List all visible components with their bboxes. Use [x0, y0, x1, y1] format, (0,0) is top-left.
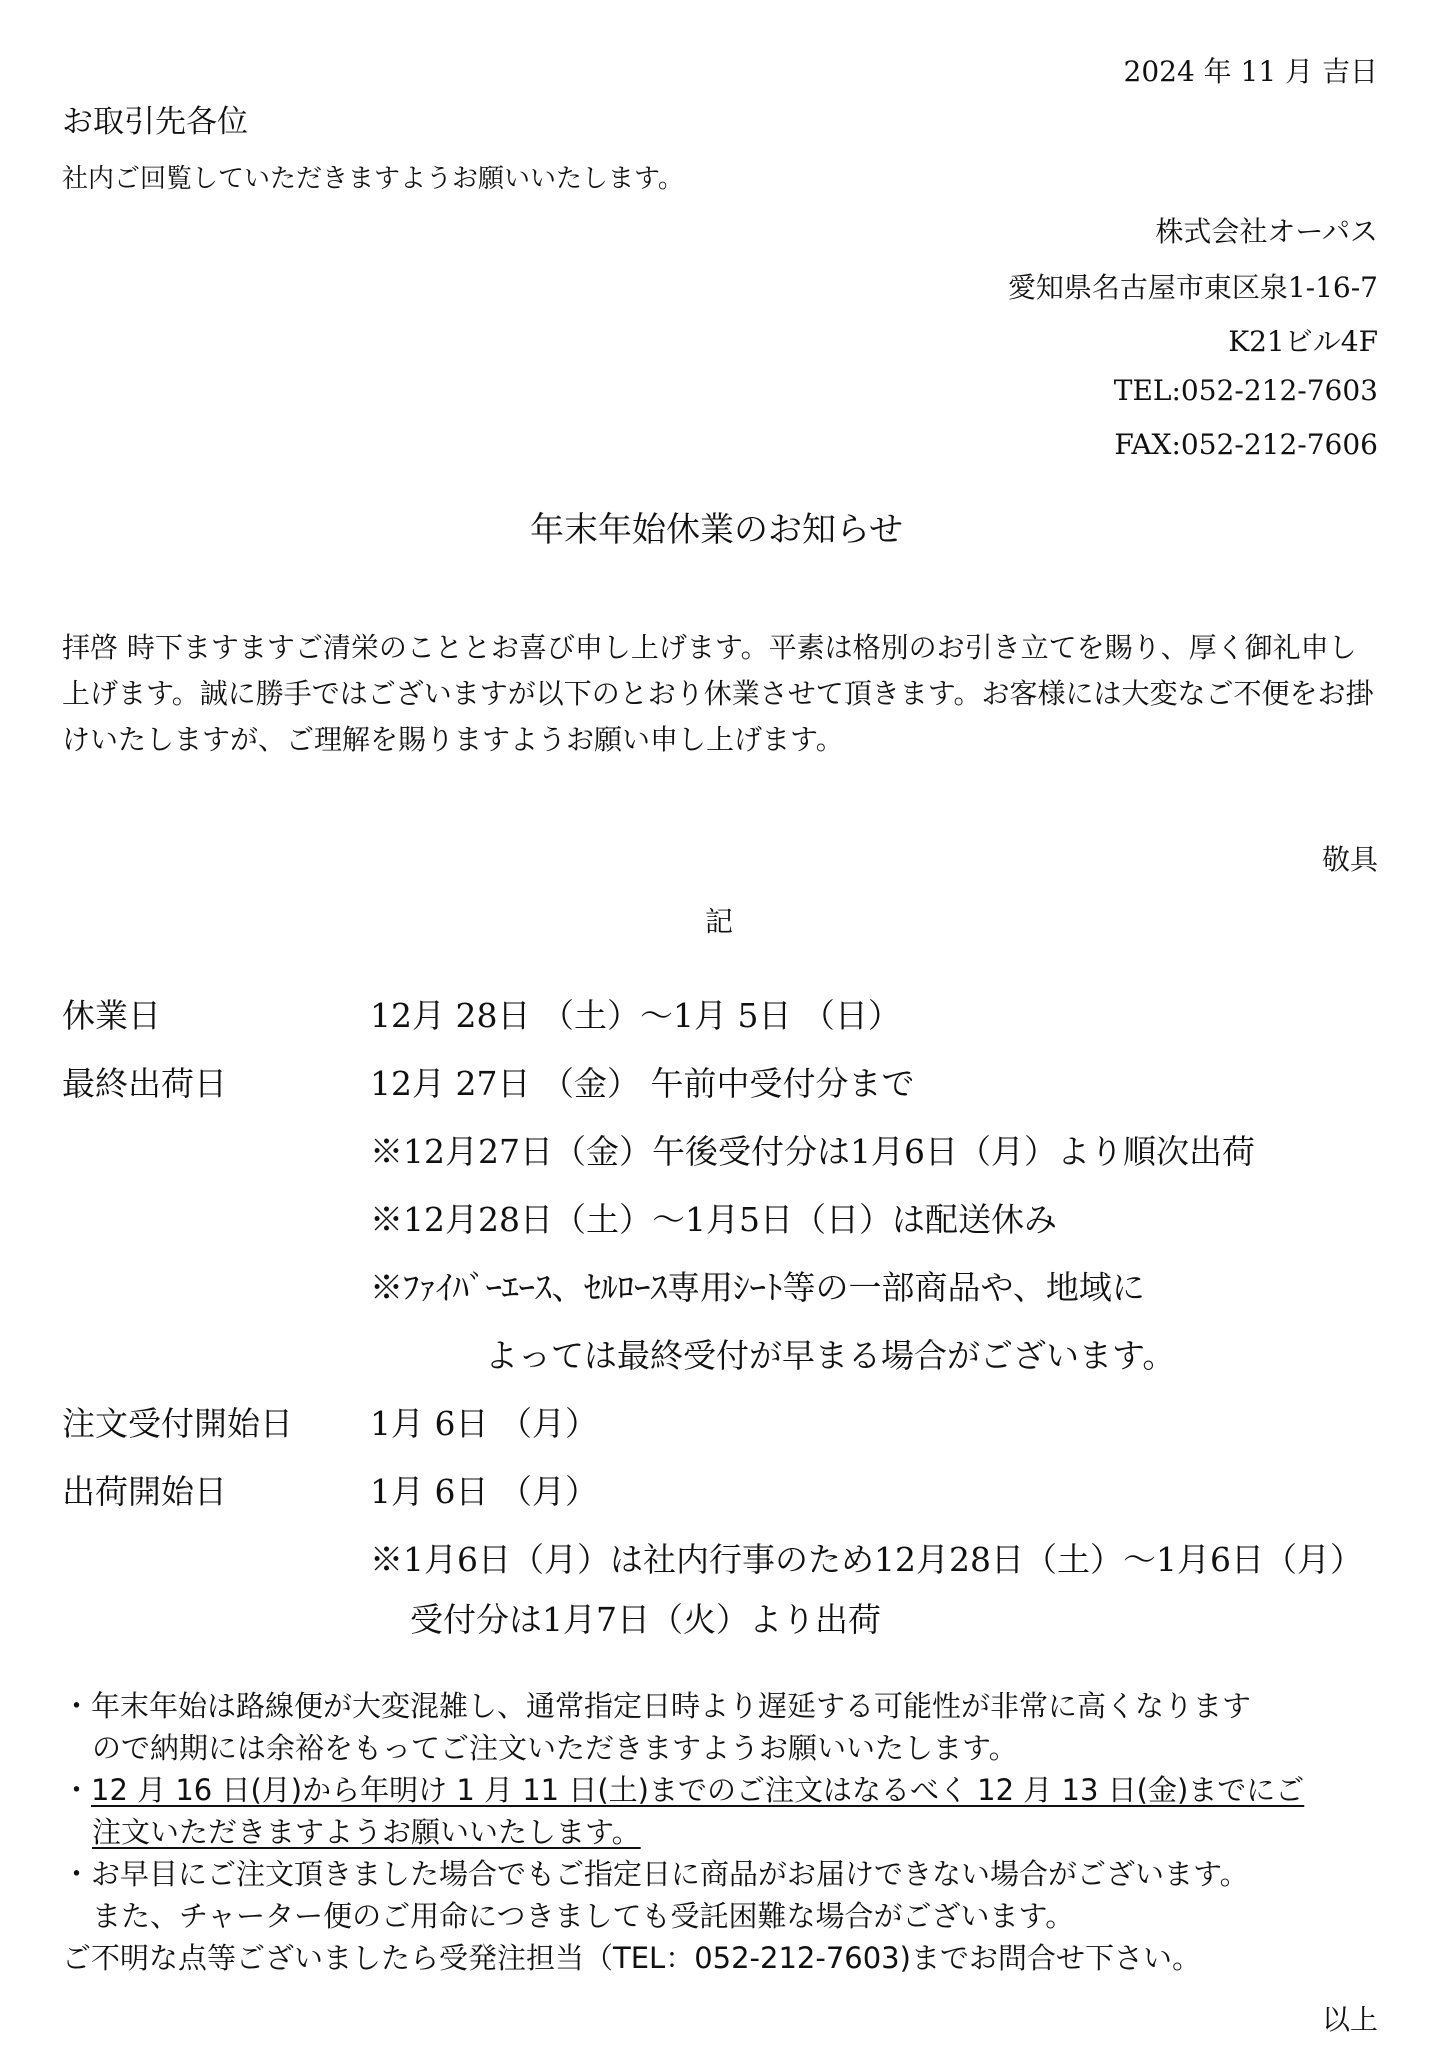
note-early-cutoff-line2: よっては最終受付が早まる場合がございます。	[485, 1336, 1176, 1375]
ki-heading: 記	[705, 905, 734, 938]
sender-company: 株式会社オーパス	[1155, 215, 1378, 248]
ship-start-label: 出荷開始日	[62, 1472, 227, 1511]
sender-building: K21ビル4F	[1228, 325, 1378, 358]
body-paragraph: 拝啓 時下ますますご清栄のこととお喜び申し上げます。平素は格別のお引き立てを賜り、厚く御礼申し上げます。誠に勝手ではございますが以下のとおり休業させて頂きます。お客様には大変なご不便をお掛けいたしますが、ご理解を賜りますようお願い申し上げます。	[62, 631, 1374, 756]
sender-address: 愛知県名古屋市東区泉1-16-7	[1007, 271, 1378, 304]
notice-delivery-risk	[62, 1853, 1392, 1937]
notice-congestion	[62, 1685, 1392, 1769]
order-start-label: 注文受付開始日	[62, 1404, 293, 1443]
notice-order-deadline-line2: 注文いただきますようお願いいたします。	[92, 1815, 641, 1849]
notice-order-deadline-line1: 12 月 16 日(月)から年明け 1 月 11 日(土)までのご注文はなるべく 12 月 13 日(金)までにご	[91, 1773, 1305, 1807]
holiday-value: 12月 28日 （土）～1月 5日 （日）	[370, 996, 901, 1035]
page-title: 年末年始休業のお知らせ	[530, 510, 903, 550]
last-ship-label: 最終出荷日	[62, 1064, 227, 1103]
sender-tel: TEL:052-212-7603	[1113, 374, 1378, 407]
notice-congestion-line2: ので納期には余裕をもってご注文いただきますようお願いいたします。	[92, 1731, 1018, 1765]
sender-fax: FAX:052-212-7606	[1114, 428, 1378, 461]
ship-start-value: 1月 6日 （月）	[370, 1472, 598, 1511]
last-ship-value: 12月 27日 （金） 午前中受付分まで	[370, 1064, 915, 1103]
notice-delivery-risk-line1: ・お早目にご注文頂きました場合でもご指定日に商品がお届けできない場合がございます。	[62, 1857, 1249, 1891]
contact-line: ご不明な点等ございましたら受発注担当（TEL：052-212-7603)までお問合せ下さい。	[62, 1941, 1201, 1975]
note-delivery-off: ※12月28日（土）～1月5日（日）は配送休み	[370, 1200, 1057, 1239]
note-company-event-line2: 受付分は1月7日（火）より出荷	[410, 1600, 881, 1639]
note-afternoon-orders: ※12月27日（金）午後受付分は1月6日（月）より順次出荷	[370, 1132, 1255, 1171]
circulation-request: 社内ご回覧していただきますようお願いいたします。	[62, 164, 684, 194]
closing-ijo: 以上	[1321, 2003, 1378, 2036]
note-company-event-line1: ※1月6日（月）は社内行事のため12月28日（土）～1月6日（月）	[370, 1540, 1363, 1579]
note-early-cutoff-line1: ※ﾌｧｲﾊﾞｰｴｰｽ、ｾﾙﾛｰｽ専用ｼｰﾄ等の一部商品や、地域に	[370, 1268, 1145, 1307]
order-start-value: 1月 6日 （月）	[370, 1404, 598, 1443]
document-date: 2024 年 11 月 吉日	[1123, 55, 1378, 88]
closing-keigu: 敬具	[1321, 843, 1378, 876]
notice-congestion-line1: ・年末年始は路線便が大変混雑し、通常指定日時より遅延する可能性が非常に高くなります	[62, 1689, 1252, 1723]
holiday-label: 休業日	[62, 996, 161, 1035]
notice-delivery-risk-line2: また、チャーター便のご用命につきましても受託困難な場合がございます。	[92, 1899, 1075, 1933]
recipient: お取引先各位	[62, 104, 248, 140]
notice-order-deadline: ・12 月 16 日(月)から年明け 1 月 11 日(土)までのご注文はなるべく 12 月 13 日(金)までにご 注文いただきますようお願いいたします。	[62, 1773, 1305, 1849]
